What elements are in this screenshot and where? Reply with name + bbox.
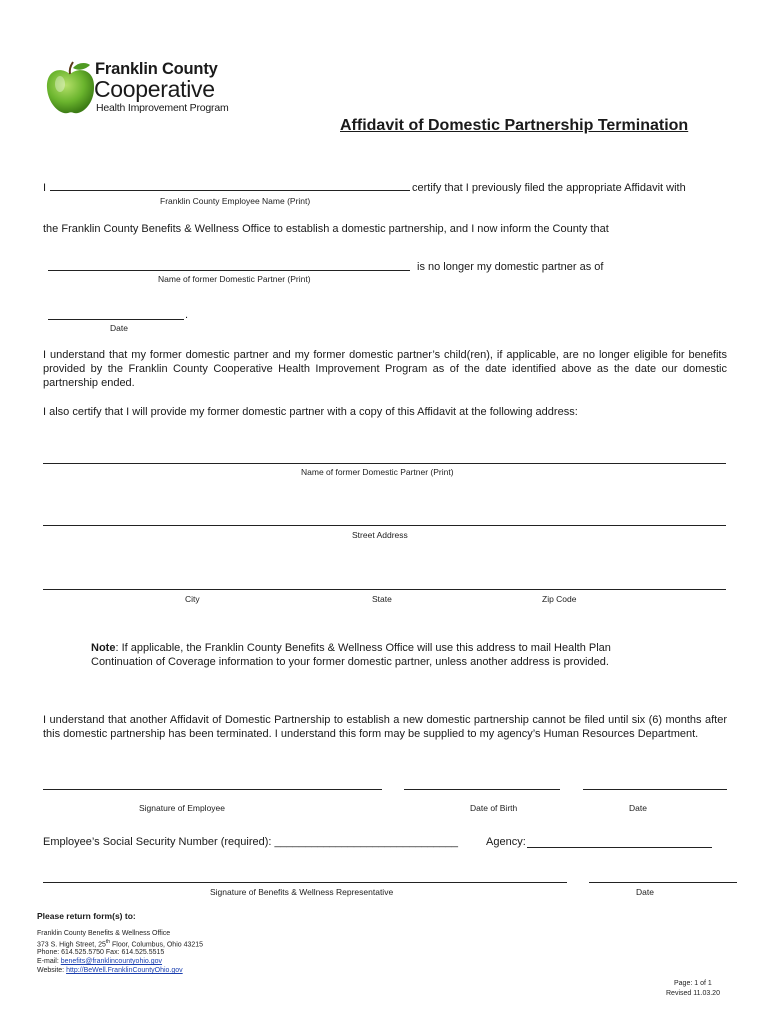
page-number: Page: 1 of 1 [674,980,712,987]
employee-signature-caption: Signature of Employee [139,803,225,813]
note-text: : If applicable, the Franklin County Benefits & Wellness Office will use this address to mail Health Plan Continuation of Coverage information to your former domestic partner, unless another address is provided. [91,642,611,668]
partner-name-field[interactable] [48,270,410,271]
intro-suffix: certify that I previously filed the appropriate Affidavit with [412,182,686,194]
logo-line-1: Franklin County [95,60,218,78]
paragraph-eligibility: I understand that my former domestic partner and my former domestic partner’s child(ren), if applicable, are no longer eligible for benefits provided by the Franklin County Cooperative Health Improvement Program as of the date identified above as the date our domestic partnership ended. [43,349,727,389]
ssn-label[interactable]: Employee’s Social Security Number (required): ______________________________ [43,836,459,848]
date-caption: Date [110,323,128,333]
date-of-birth-caption: Date of Birth [470,803,518,813]
representative-date-caption: Date [636,887,654,897]
note [91,641,611,669]
email-link[interactable]: benefits@franklincountyohio.gov [60,958,163,965]
employee-signature-field[interactable] [43,789,382,790]
partner-name-caption: Name of former Domestic Partner (Print) [158,274,311,284]
paragraph-copy-address: I also certify that I will provide my former domestic partner with a copy of this Affidavit at the following address: [43,406,578,418]
return-phone: Phone: 614.525.5750 Fax: 614.525.5515 [37,949,165,956]
representative-signature-field[interactable] [43,882,567,883]
apple-icon [44,60,96,116]
page-title: Affidavit of Domestic Partnership Termination [340,117,689,134]
agency-field[interactable] [527,847,712,848]
revision-date: Revised 11.03.20 [666,990,720,997]
city-caption: City [185,594,200,604]
employee-name-caption: Franklin County Employee Name (Print) [160,196,311,206]
date-of-birth-field[interactable] [404,789,560,790]
employee-date-caption: Date [629,803,647,813]
website-link[interactable]: http://BeWell.FranklinCountyOhio.gov [66,967,183,974]
paragraph-new-partnership: I understand that another Affidavit of Domestic Partnership to establish a new domestic partnership cannot be filed until six (6) months after this domestic partnership has been terminated. I understand this form may be supplied to my agency’s Human Resources Department. [43,714,727,740]
street-address-field[interactable] [43,525,726,526]
street-address-caption: Street Address [352,530,408,540]
return-office: Franklin County Benefits & Wellness Office [37,930,171,937]
address-name-caption: Name of former Domestic Partner (Print) [301,467,454,477]
employee-name-field[interactable] [50,190,410,191]
address-name-field[interactable] [43,463,726,464]
note-label: Note [91,642,116,654]
date-period: . [185,309,189,321]
state-caption: State [372,594,392,604]
termination-date-field[interactable] [48,319,184,320]
city-state-zip-field[interactable] [43,589,726,590]
representative-signature-caption: Signature of Benefits & Wellness Representative [210,887,394,897]
representative-date-field[interactable] [589,882,737,883]
zip-caption: Zip Code [542,594,577,604]
intro-prefix: I [43,182,47,194]
employee-date-field[interactable] [583,789,727,790]
return-heading: Please return form(s) to: [37,911,136,921]
partner-suffix: is no longer my domestic partner as of [417,261,604,273]
logo-line-3: Health Improvement Program [96,102,229,114]
agency-label: Agency: [486,836,526,848]
intro-line-2: the Franklin County Benefits & Wellness Office to establish a domestic partnership, and I now inform the County that [43,223,609,235]
logo-line-2: Cooperative [94,76,215,102]
return-email: E-mail: benefits@franklincountyohio.gov [37,958,163,965]
return-website: Website: http://BeWell.FranklinCountyOhio.gov [37,967,183,974]
return-address: 373 S. High Street, 25th Floor, Columbus, Ohio 43215 [37,939,204,949]
